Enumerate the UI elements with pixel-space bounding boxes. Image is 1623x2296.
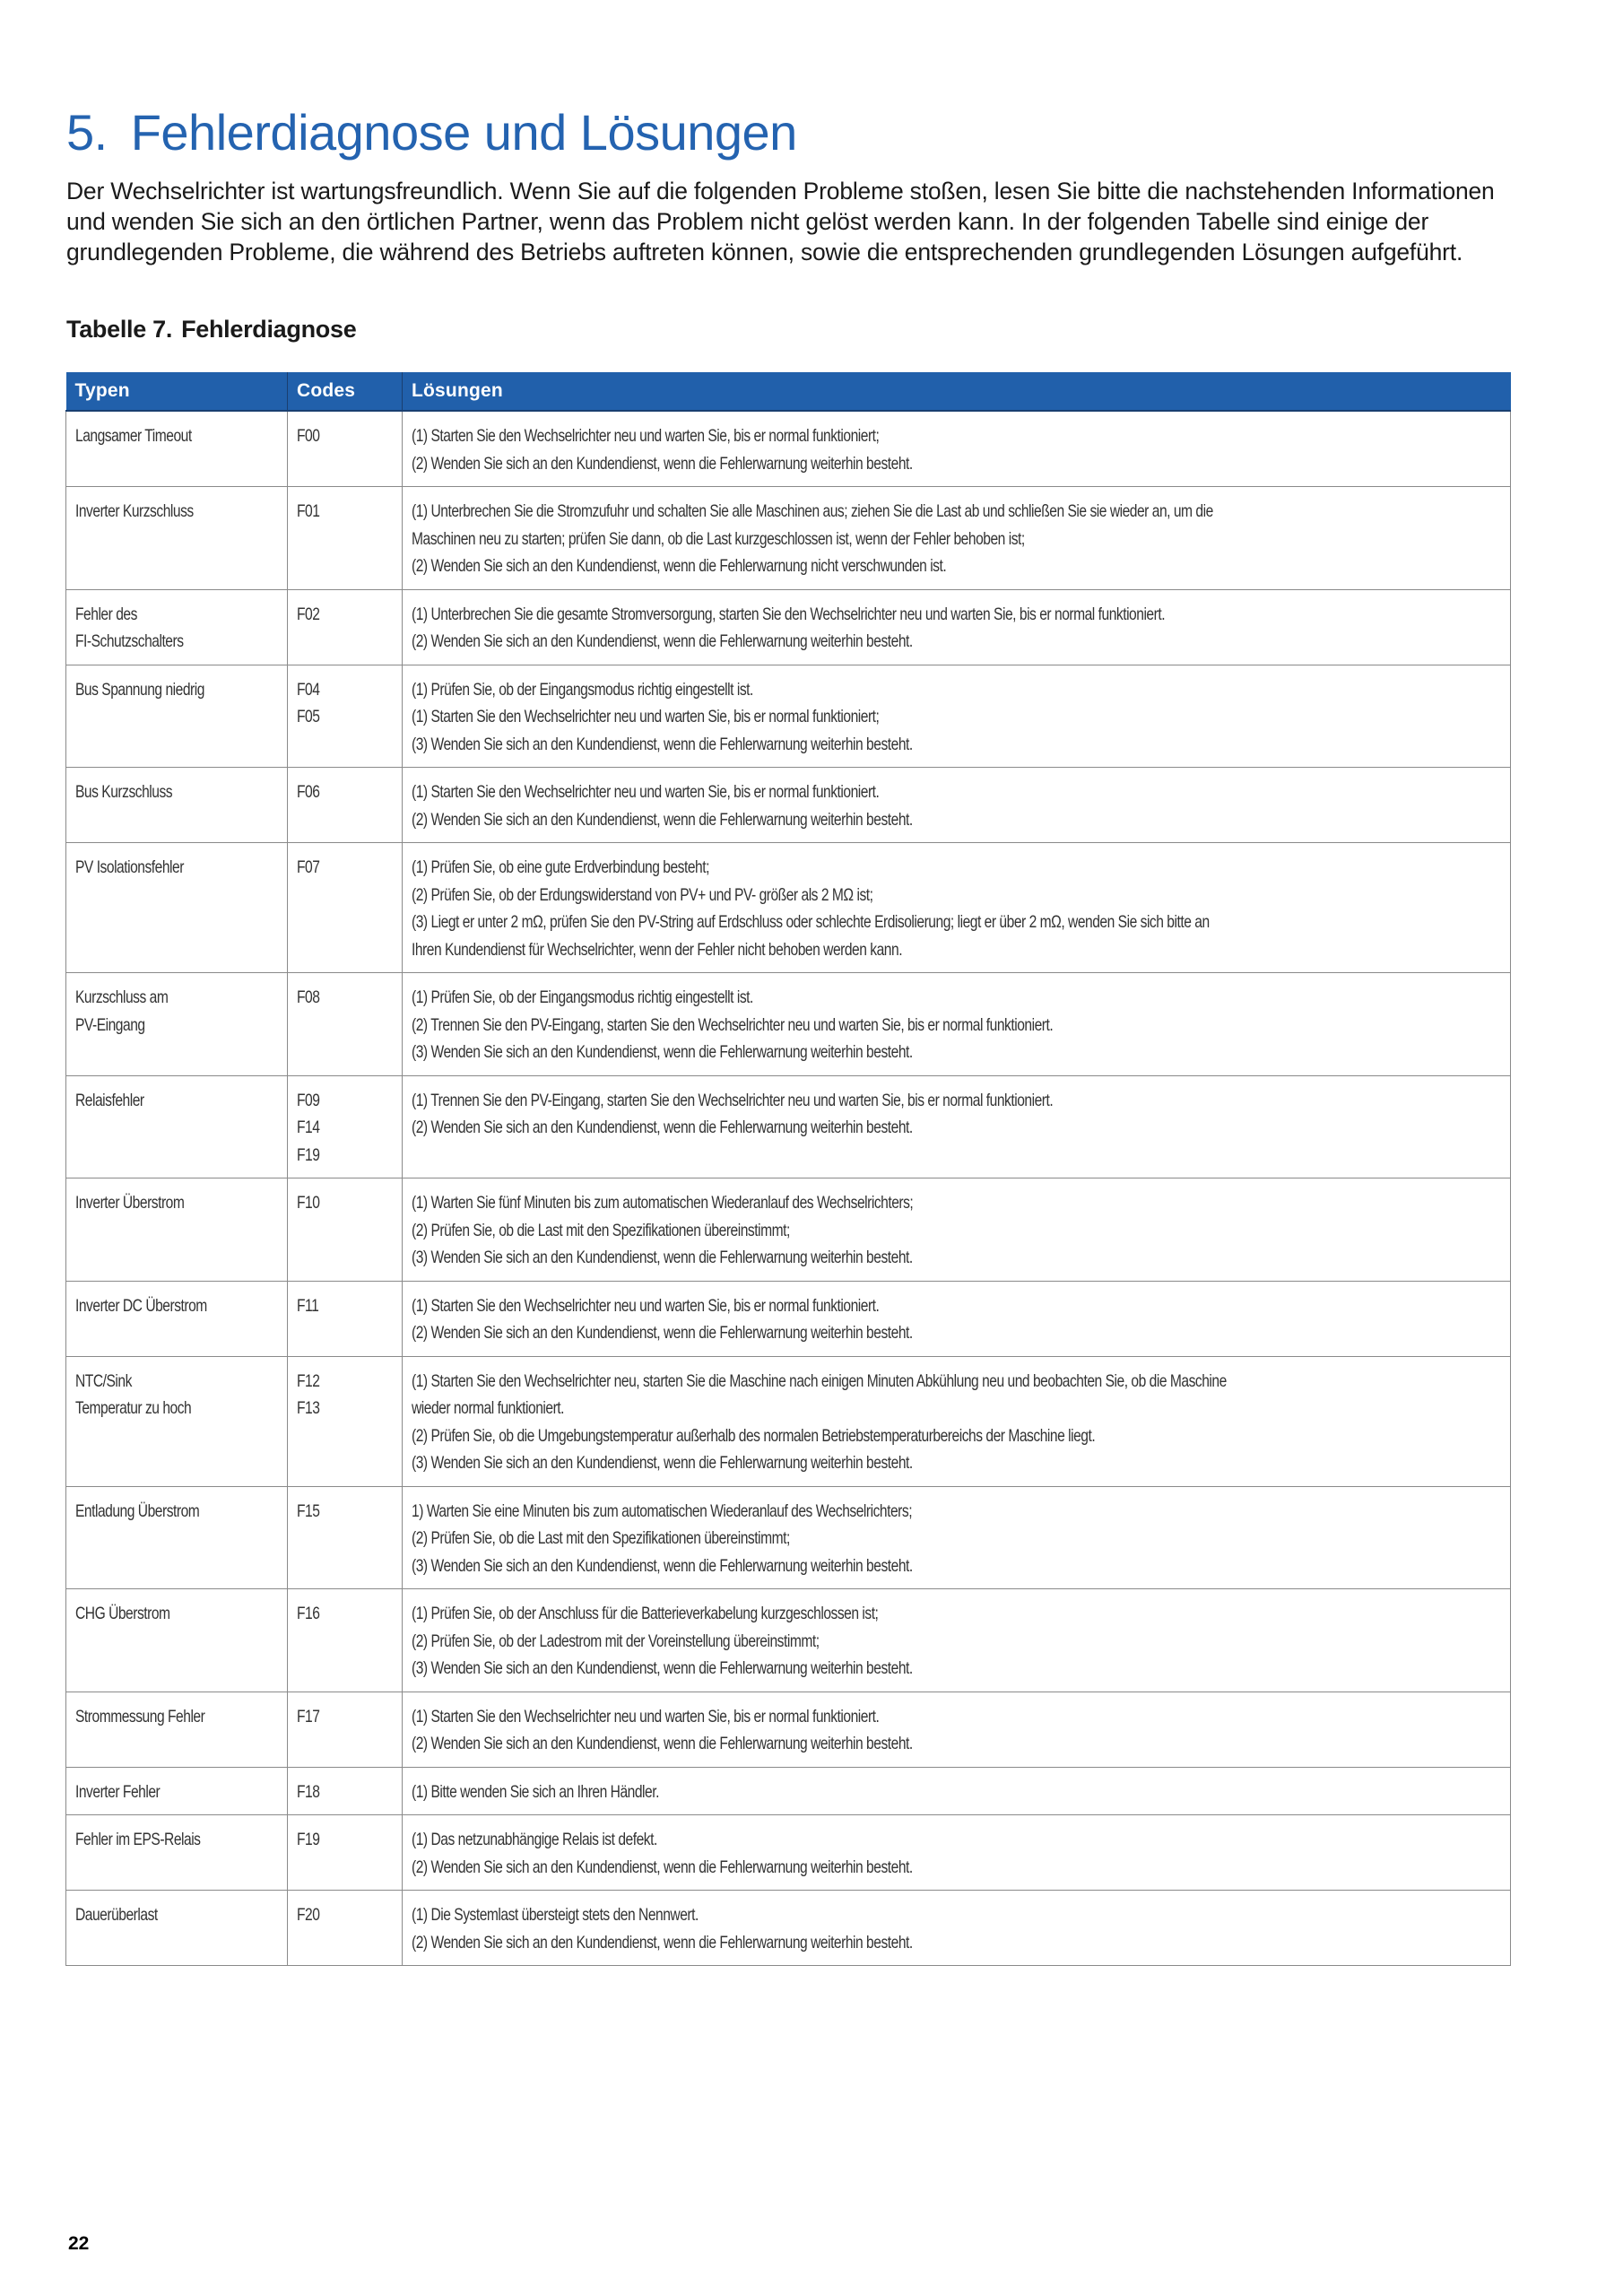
cell-solutions-line bbox=[412, 1498, 1510, 1526]
cell-codes-line bbox=[297, 1826, 402, 1854]
cell-codes-text: F14 bbox=[297, 1118, 320, 1137]
cell-solutions-line bbox=[412, 984, 1510, 1012]
cell-solutions-line bbox=[412, 1552, 1510, 1580]
cell-solutions-line bbox=[412, 854, 1510, 882]
cell-codes-text: F11 bbox=[297, 1295, 319, 1316]
cell-codes bbox=[288, 589, 403, 665]
cell-solutions-line bbox=[412, 1087, 1510, 1115]
cell-solutions-line bbox=[412, 806, 1510, 834]
cell-codes-line bbox=[297, 498, 402, 526]
cell-solutions-text: (3) Wenden Sie sich an den Kundendienst, wenn die Fehlerwarnung weiterhin besteht. bbox=[412, 1248, 913, 1267]
cell-solutions-line bbox=[412, 552, 1510, 580]
cell-type bbox=[66, 411, 288, 487]
table-row bbox=[66, 1075, 1511, 1178]
cell-solutions bbox=[403, 487, 1511, 590]
cell-solutions-line bbox=[412, 498, 1510, 526]
cell-codes-text: F07 bbox=[297, 857, 320, 877]
section-title: Fehlerdiagnose und Lösungen bbox=[130, 104, 797, 161]
cell-solutions-line bbox=[412, 1114, 1510, 1142]
cell-codes-text: F00 bbox=[297, 426, 320, 446]
cell-solutions bbox=[403, 1178, 1511, 1282]
cell-type-text: Inverter DC Überstrom bbox=[75, 1295, 207, 1316]
cell-type bbox=[66, 1486, 288, 1589]
cell-type bbox=[66, 1589, 288, 1692]
table-row bbox=[66, 1891, 1511, 1966]
cell-type bbox=[66, 487, 288, 590]
cell-codes-text: F15 bbox=[297, 1500, 320, 1521]
cell-solutions-text: (1) Unterbrechen Sie die gesamte Stromversorgung, starten Sie den Wechselrichter neu und warten Sie, bis er normal funktioniert. bbox=[412, 604, 1166, 624]
cell-codes bbox=[288, 1891, 403, 1966]
cell-type-line bbox=[75, 1012, 287, 1039]
cell-codes-text: F19 bbox=[297, 1830, 320, 1849]
cell-solutions-line bbox=[412, 1854, 1510, 1882]
cell-codes-text: F12 bbox=[297, 1370, 320, 1391]
cell-type-line bbox=[75, 1368, 287, 1396]
cell-solutions-text: (2) Wenden Sie sich an den Kundendienst, wenn die Fehlerwarnung nicht verschwunden ist. bbox=[412, 556, 947, 576]
cell-type-text: Inverter Überstrom bbox=[75, 1193, 185, 1213]
cell-solutions-line bbox=[412, 1628, 1510, 1656]
cell-solutions-text: (1) Das netzunabhängige Relais ist defekt. bbox=[412, 1830, 657, 1849]
cell-type-line bbox=[75, 1087, 287, 1115]
cell-type-line bbox=[75, 676, 287, 704]
cell-solutions-line bbox=[412, 1012, 1510, 1039]
cell-solutions-text: (1) Bitte wenden Sie sich an Ihren Händler. bbox=[412, 1781, 659, 1802]
cell-solutions-text: (1) Prüfen Sie, ob der Anschluss für die Batterieverkabelung kurzgeschlossen ist; bbox=[412, 1604, 879, 1623]
cell-type-line bbox=[75, 854, 287, 882]
table-caption bbox=[66, 316, 356, 344]
cell-solutions-text: (3) Wenden Sie sich an den Kundendienst, wenn die Fehlerwarnung weiterhin besteht. bbox=[412, 1555, 913, 1576]
cell-solutions bbox=[403, 1815, 1511, 1891]
cell-codes-text: F16 bbox=[297, 1604, 320, 1623]
cell-codes-text: F05 bbox=[297, 707, 320, 726]
cell-codes-line bbox=[297, 1498, 402, 1526]
cell-type-text: Strommessung Fehler bbox=[75, 1706, 205, 1726]
table-row bbox=[66, 1486, 1511, 1589]
cell-solutions-text: Maschinen neu zu starten; prüfen Sie dann, ob die Last kurzgeschlossen ist, wenn der Fehler behoben ist; bbox=[412, 528, 1025, 549]
cell-solutions bbox=[403, 1486, 1511, 1589]
cell-solutions-text: (2) Wenden Sie sich an den Kundendienst, wenn die Fehlerwarnung weiterhin besteht. bbox=[412, 809, 913, 830]
cell-codes-line bbox=[297, 1703, 402, 1731]
cell-solutions-text: 1) Warten Sie eine Minuten bis zum automatischen Wiederanlauf des Wechselrichters; bbox=[412, 1500, 913, 1521]
table-row bbox=[66, 768, 1511, 843]
cell-type bbox=[66, 1767, 288, 1815]
cell-solutions-line bbox=[412, 1292, 1510, 1320]
cell-solutions-line bbox=[412, 526, 1510, 553]
cell-solutions-line bbox=[412, 778, 1510, 806]
cell-type bbox=[66, 1178, 288, 1282]
cell-codes-line bbox=[297, 1901, 402, 1929]
table-row bbox=[66, 1178, 1511, 1282]
cell-solutions-line bbox=[412, 1655, 1510, 1683]
cell-solutions bbox=[403, 665, 1511, 768]
table-row bbox=[66, 411, 1511, 487]
cell-solutions-text: (3) Wenden Sie sich an den Kundendienst, wenn die Fehlerwarnung weiterhin besteht. bbox=[412, 1453, 913, 1473]
cell-codes-line bbox=[297, 422, 402, 450]
cell-codes bbox=[288, 768, 403, 843]
cell-type-line bbox=[75, 1498, 287, 1526]
table-header-row bbox=[66, 372, 1511, 411]
cell-solutions-line bbox=[412, 882, 1510, 909]
cell-solutions-line bbox=[412, 1319, 1510, 1347]
cell-solutions-text: (2) Prüfen Sie, ob die Last mit den Spezifikationen übereinstimmt; bbox=[412, 1220, 790, 1240]
page-number: 22 bbox=[68, 2233, 90, 2254]
cell-solutions-line bbox=[412, 1039, 1510, 1066]
cell-solutions-line bbox=[412, 1779, 1510, 1806]
cell-codes-line bbox=[297, 1087, 402, 1115]
cell-solutions-text: (2) Prüfen Sie, ob der Erdungswiderstand von PV+ und PV- größer als 2 MΩ ist; bbox=[412, 884, 873, 905]
cell-codes-line bbox=[297, 854, 402, 882]
cell-solutions-text: (2) Wenden Sie sich an den Kundendienst, wenn die Fehlerwarnung weiterhin besteht. bbox=[412, 1857, 913, 1877]
cell-solutions-line bbox=[412, 1929, 1510, 1957]
cell-solutions-line bbox=[412, 1826, 1510, 1854]
cell-type-text: PV Isolationsfehler bbox=[75, 857, 184, 877]
cell-type-text: Inverter Fehler bbox=[75, 1781, 161, 1802]
cell-type-text: Inverter Kurzschluss bbox=[75, 501, 194, 521]
column-header-solutions: Lösungen bbox=[403, 372, 1511, 411]
cell-solutions-line bbox=[412, 601, 1510, 629]
cell-solutions-text: (3) Wenden Sie sich an den Kundendienst, wenn die Fehlerwarnung weiterhin besteht. bbox=[412, 734, 913, 754]
cell-type bbox=[66, 1815, 288, 1891]
cell-type bbox=[66, 973, 288, 1076]
cell-type-line bbox=[75, 1901, 287, 1929]
cell-solutions-line bbox=[412, 1217, 1510, 1245]
cell-solutions-text: (1) Trennen Sie den PV-Eingang, starten Sie den Wechselrichter neu und warten Sie, bis er normal funktioniert. bbox=[412, 1090, 1054, 1110]
cell-codes-text: F04 bbox=[297, 679, 320, 700]
cell-type-line bbox=[75, 778, 287, 806]
cell-solutions bbox=[403, 589, 1511, 665]
cell-solutions-text: (3) Wenden Sie sich an den Kundendienst, wenn die Fehlerwarnung weiterhin besteht. bbox=[412, 1042, 913, 1062]
cell-solutions-text: (1) Prüfen Sie, ob der Eingangsmodus richtig eingestellt ist. bbox=[412, 679, 753, 700]
cell-type bbox=[66, 589, 288, 665]
cell-codes-line bbox=[297, 676, 402, 704]
table-row bbox=[66, 1767, 1511, 1815]
cell-solutions-line bbox=[412, 1525, 1510, 1552]
cell-codes-line bbox=[297, 1142, 402, 1170]
cell-solutions-line bbox=[412, 936, 1510, 964]
cell-solutions-text: (1) Die Systemlast übersteigt stets den Nennwert. bbox=[412, 1905, 699, 1925]
cell-solutions-line bbox=[412, 1189, 1510, 1217]
cell-solutions-line bbox=[412, 1422, 1510, 1450]
cell-codes-line bbox=[297, 1368, 402, 1396]
cell-solutions-text: (1) Starten Sie den Wechselrichter neu und warten Sie, bis er normal funktioniert; bbox=[412, 707, 880, 726]
cell-type-line bbox=[75, 1703, 287, 1731]
cell-type-line bbox=[75, 984, 287, 1012]
cell-solutions-text: (2) Prüfen Sie, ob die Umgebungstemperatur außerhalb des normalen Betriebstemperaturbereichs der Maschine liegt. bbox=[412, 1425, 1096, 1446]
column-header-types: Typen bbox=[66, 372, 288, 411]
cell-codes-text: F02 bbox=[297, 604, 320, 624]
cell-solutions bbox=[403, 973, 1511, 1076]
cell-solutions-line bbox=[412, 1395, 1510, 1422]
cell-solutions-text: (1) Starten Sie den Wechselrichter neu und warten Sie, bis er normal funktioniert. bbox=[412, 1706, 880, 1726]
cell-solutions bbox=[403, 1767, 1511, 1815]
cell-solutions bbox=[403, 1891, 1511, 1966]
cell-codes-text: F08 bbox=[297, 987, 320, 1007]
cell-codes-text: F01 bbox=[297, 501, 320, 521]
cell-type bbox=[66, 665, 288, 768]
cell-type-text: NTC/Sink bbox=[75, 1370, 132, 1391]
cell-solutions-text: (2) Wenden Sie sich an den Kundendienst, wenn die Fehlerwarnung weiterhin besteht. bbox=[412, 1323, 913, 1343]
cell-type-line bbox=[75, 1826, 287, 1854]
cell-codes bbox=[288, 1075, 403, 1178]
cell-solutions bbox=[403, 1356, 1511, 1486]
cell-codes-text: F19 bbox=[297, 1144, 320, 1165]
cell-type-line bbox=[75, 628, 287, 656]
cell-codes-line bbox=[297, 1600, 402, 1628]
cell-codes bbox=[288, 1356, 403, 1486]
cell-codes bbox=[288, 1281, 403, 1356]
cell-solutions-text: (1) Warten Sie fünf Minuten bis zum automatischen Wiederanlauf des Wechselrichters; bbox=[412, 1193, 914, 1213]
cell-solutions-line bbox=[412, 1901, 1510, 1929]
cell-solutions-text: (1) Starten Sie den Wechselrichter neu und warten Sie, bis er normal funktioniert; bbox=[412, 426, 880, 446]
cell-type bbox=[66, 1281, 288, 1356]
cell-solutions bbox=[403, 1692, 1511, 1767]
cell-type-line bbox=[75, 422, 287, 450]
cell-type-line bbox=[75, 1292, 287, 1320]
cell-type bbox=[66, 768, 288, 843]
cell-solutions-text: (1) Prüfen Sie, ob eine gute Erdverbindung besteht; bbox=[412, 857, 709, 877]
cell-solutions-line bbox=[412, 628, 1510, 656]
cell-solutions-text: Ihren Kundendienst für Wechselrichter, wenn der Fehler nicht behoben werden kann. bbox=[412, 939, 903, 960]
cell-solutions-text: (2) Wenden Sie sich an den Kundendienst, wenn die Fehlerwarnung weiterhin besteht. bbox=[412, 631, 913, 651]
cell-codes-text: F20 bbox=[297, 1905, 320, 1925]
table-row bbox=[66, 1589, 1511, 1692]
cell-codes bbox=[288, 843, 403, 973]
cell-solutions-text: (2) Wenden Sie sich an den Kundendienst, wenn die Fehlerwarnung weiterhin besteht. bbox=[412, 1118, 913, 1137]
cell-codes bbox=[288, 1178, 403, 1282]
cell-codes bbox=[288, 1815, 403, 1891]
cell-codes-line bbox=[297, 601, 402, 629]
cell-codes-text: F09 bbox=[297, 1090, 320, 1110]
section-number: 5. bbox=[66, 104, 108, 161]
table-row bbox=[66, 665, 1511, 768]
cell-type-line bbox=[75, 1189, 287, 1217]
cell-type-line bbox=[75, 1779, 287, 1806]
cell-codes bbox=[288, 411, 403, 487]
cell-solutions-text: (2) Prüfen Sie, ob die Last mit den Spezifikationen übereinstimmt; bbox=[412, 1528, 790, 1548]
cell-solutions-line bbox=[412, 1703, 1510, 1731]
cell-solutions-line bbox=[412, 1368, 1510, 1396]
cell-codes bbox=[288, 1589, 403, 1692]
cell-solutions-line bbox=[412, 1449, 1510, 1477]
cell-type-line bbox=[75, 498, 287, 526]
cell-type-text: FI-Schutzschalters bbox=[75, 631, 184, 651]
cell-type-text: Bus Spannung niedrig bbox=[75, 679, 204, 700]
cell-solutions-line bbox=[412, 703, 1510, 731]
cell-solutions-text: (1) Starten Sie den Wechselrichter neu und warten Sie, bis er normal funktioniert. bbox=[412, 1295, 880, 1316]
cell-type-line bbox=[75, 1395, 287, 1422]
cell-codes-line bbox=[297, 778, 402, 806]
cell-solutions-line bbox=[412, 422, 1510, 450]
cell-codes bbox=[288, 1767, 403, 1815]
cell-type-text: Dauerüberlast bbox=[75, 1905, 158, 1925]
cell-codes-line bbox=[297, 1189, 402, 1217]
cell-solutions-text: (2) Wenden Sie sich an den Kundendienst, wenn die Fehlerwarnung weiterhin besteht. bbox=[412, 453, 913, 474]
cell-solutions-text: (2) Trennen Sie den PV-Eingang, starten Sie den Wechselrichter neu und warten Sie, bis er normal funktioniert. bbox=[412, 1014, 1054, 1035]
cell-solutions bbox=[403, 1281, 1511, 1356]
cell-solutions-text: (1) Starten Sie den Wechselrichter neu, starten Sie die Maschine nach einigen Minuten Abkühlung neu und beobachten Sie, ob die Maschine bbox=[412, 1370, 1227, 1391]
cell-solutions-line bbox=[412, 731, 1510, 759]
cell-solutions bbox=[403, 843, 1511, 973]
cell-solutions-text: (2) Wenden Sie sich an den Kundendienst, wenn die Fehlerwarnung weiterhin besteht. bbox=[412, 1734, 913, 1753]
cell-solutions-line bbox=[412, 450, 1510, 478]
cell-type bbox=[66, 1891, 288, 1966]
cell-solutions-line bbox=[412, 909, 1510, 936]
table-row bbox=[66, 973, 1511, 1076]
cell-solutions-text: (2) Prüfen Sie, ob der Ladestrom mit der Voreinstellung übereinstimmt; bbox=[412, 1631, 820, 1651]
intro-paragraph: Der Wechselrichter ist wartungsfreundlich. Wenn Sie auf die folgenden Probleme stoßen, lesen Sie bitte die nachstehenden Informationen und wenden Sie sich an den örtlichen Partner, wenn das Problem nicht gelöst werden kann. In der folgenden Tabelle sind einige der grundlegenden Probleme, die während des Betriebs auftreten können, sowie die entsprechenden grundlegenden Lösungen aufgeführt. bbox=[66, 178, 1495, 265]
cell-type-text: Entladung Überstrom bbox=[75, 1500, 200, 1521]
cell-type-text: Fehler im EPS-Relais bbox=[75, 1830, 201, 1849]
cell-type bbox=[66, 843, 288, 973]
cell-codes bbox=[288, 1692, 403, 1767]
cell-solutions bbox=[403, 411, 1511, 487]
table-row bbox=[66, 843, 1511, 973]
cell-codes-line bbox=[297, 984, 402, 1012]
cell-codes bbox=[288, 1486, 403, 1589]
cell-solutions-text: wieder normal funktioniert. bbox=[412, 1398, 564, 1418]
cell-codes-text: F10 bbox=[297, 1193, 320, 1213]
cell-type bbox=[66, 1356, 288, 1486]
cell-codes-line bbox=[297, 1114, 402, 1142]
cell-type-text: Fehler des bbox=[75, 604, 137, 624]
cell-codes bbox=[288, 665, 403, 768]
cell-type-text: Langsamer Timeout bbox=[75, 426, 192, 446]
cell-type-text: Bus Kurzschluss bbox=[75, 782, 173, 802]
cell-type-text: Kurzschluss am bbox=[75, 987, 169, 1007]
cell-codes bbox=[288, 973, 403, 1076]
cell-solutions bbox=[403, 768, 1511, 843]
cell-solutions-text: (1) Prüfen Sie, ob der Eingangsmodus richtig eingestellt ist. bbox=[412, 987, 753, 1007]
cell-type bbox=[66, 1692, 288, 1767]
cell-solutions-line bbox=[412, 1244, 1510, 1272]
cell-solutions-text: (2) Wenden Sie sich an den Kundendienst, wenn die Fehlerwarnung weiterhin besteht. bbox=[412, 1932, 913, 1952]
cell-solutions-text: (3) Liegt er unter 2 mΩ, prüfen Sie den PV-String auf Erdschluss oder schlechte Erdisolierung; liegt er über 2 mΩ, wenden Sie sich bitte an bbox=[412, 912, 1210, 932]
table-caption-number: Tabelle 7. bbox=[66, 316, 173, 343]
column-header-codes: Codes bbox=[288, 372, 403, 411]
table-caption-title: Fehlerdiagnose bbox=[181, 316, 357, 343]
cell-solutions bbox=[403, 1075, 1511, 1178]
cell-type-text: PV-Eingang bbox=[75, 1014, 145, 1035]
table-row bbox=[66, 589, 1511, 665]
cell-codes-text: F06 bbox=[297, 782, 320, 802]
cell-type-text: Temperatur zu hoch bbox=[75, 1398, 192, 1418]
cell-type-line bbox=[75, 601, 287, 629]
cell-codes-line bbox=[297, 1779, 402, 1806]
table-row bbox=[66, 1281, 1511, 1356]
fault-diagnosis-table bbox=[65, 372, 1511, 1966]
table-row bbox=[66, 487, 1511, 590]
cell-solutions-text: (3) Wenden Sie sich an den Kundendienst, wenn die Fehlerwarnung weiterhin besteht. bbox=[412, 1658, 913, 1678]
cell-codes-line bbox=[297, 1292, 402, 1320]
cell-codes bbox=[288, 487, 403, 590]
cell-solutions-text: (1) Starten Sie den Wechselrichter neu und warten Sie, bis er normal funktioniert. bbox=[412, 782, 880, 802]
cell-solutions bbox=[403, 1589, 1511, 1692]
cell-solutions-text: (1) Unterbrechen Sie die Stromzufuhr und schalten Sie alle Maschinen aus; ziehen Sie die Last ab und schließen Sie sie wieder an, um die bbox=[412, 501, 1213, 521]
cell-type-text: Relaisfehler bbox=[75, 1090, 144, 1110]
cell-codes-line bbox=[297, 703, 402, 731]
cell-type-line bbox=[75, 1600, 287, 1628]
cell-solutions-line bbox=[412, 1600, 1510, 1628]
cell-solutions-line bbox=[412, 676, 1510, 704]
table-body bbox=[66, 411, 1511, 1966]
cell-solutions-line bbox=[412, 1730, 1510, 1758]
cell-codes-text: F18 bbox=[297, 1781, 320, 1802]
cell-codes-text: F17 bbox=[297, 1706, 320, 1726]
cell-codes-line bbox=[297, 1395, 402, 1422]
table-row bbox=[66, 1815, 1511, 1891]
cell-type bbox=[66, 1075, 288, 1178]
page-title bbox=[66, 100, 797, 165]
cell-type-text: CHG Überstrom bbox=[75, 1604, 170, 1623]
table-row bbox=[66, 1356, 1511, 1486]
table-row bbox=[66, 1692, 1511, 1767]
cell-codes-text: F13 bbox=[297, 1398, 320, 1418]
